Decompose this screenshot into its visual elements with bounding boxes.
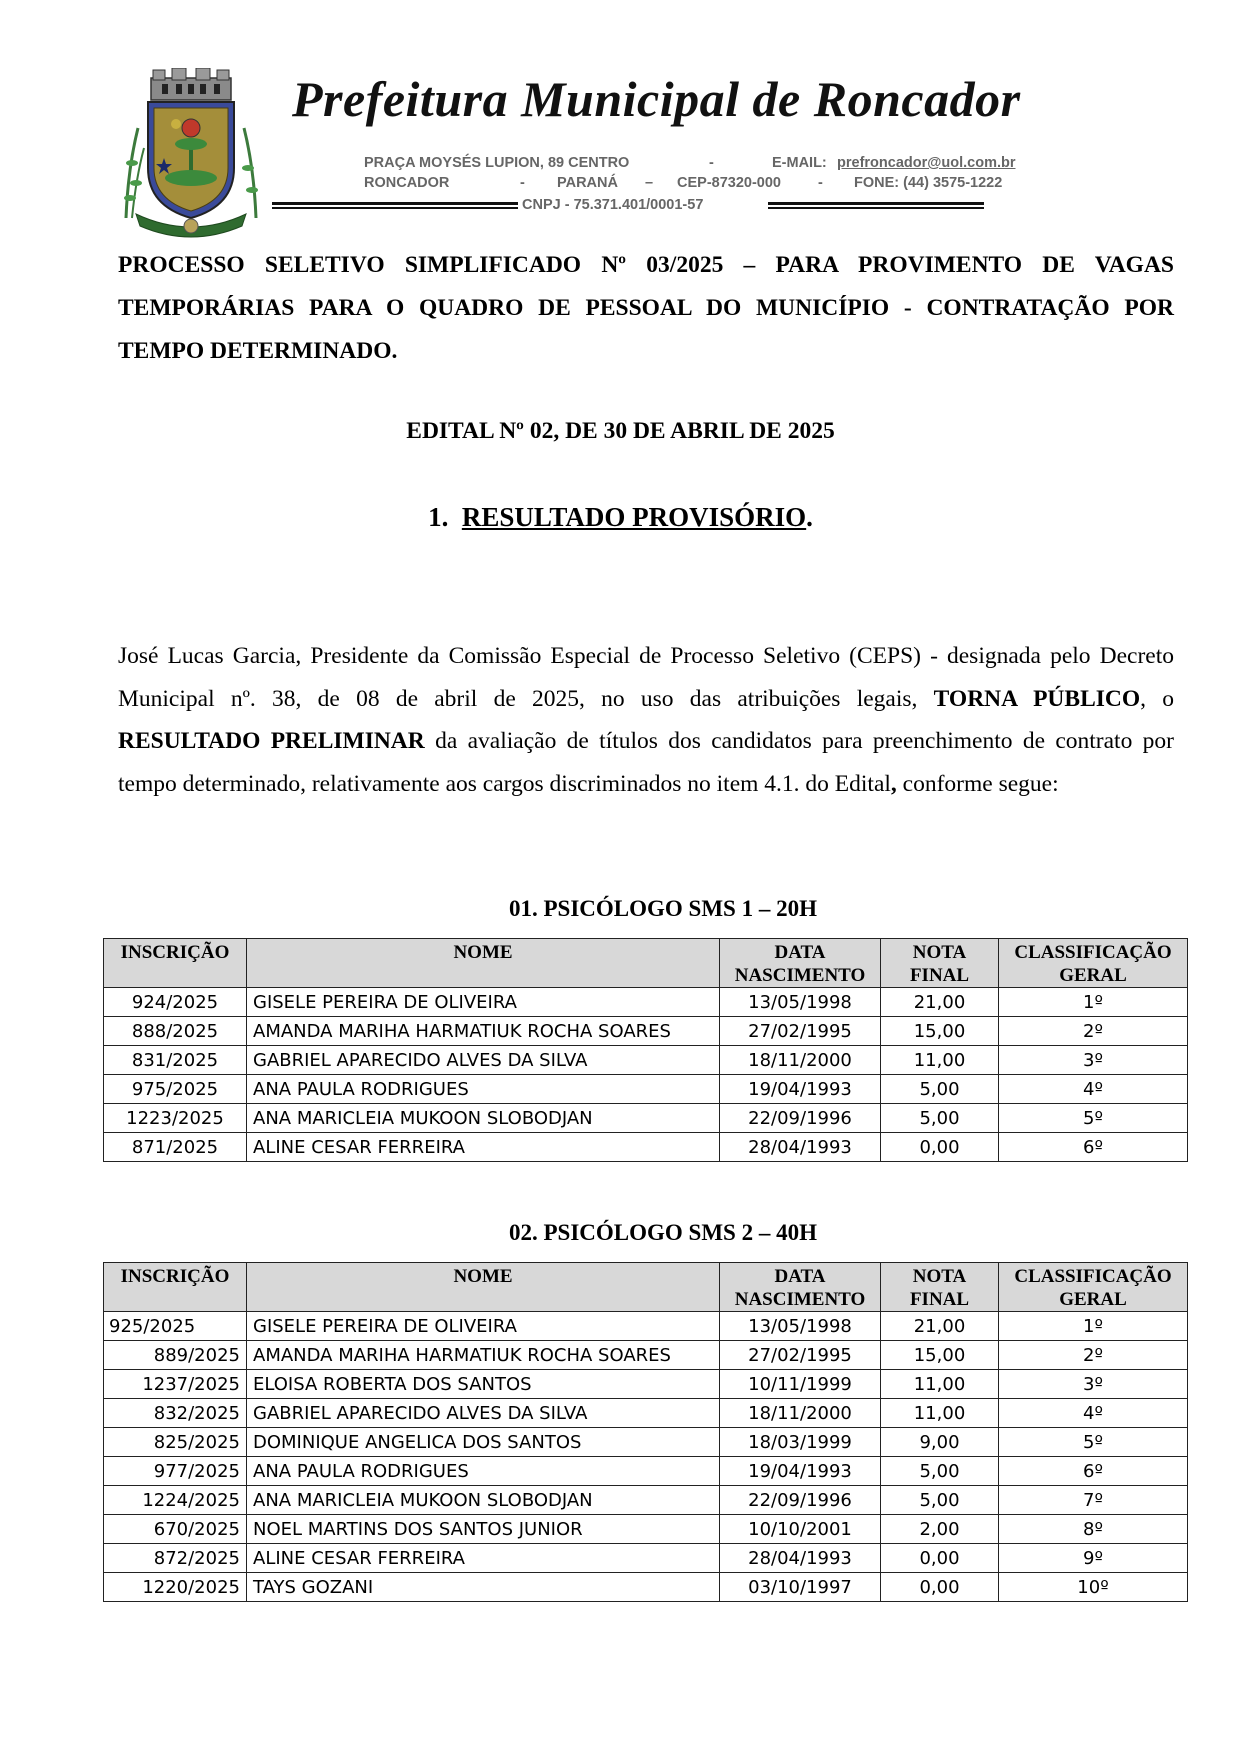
cell-nota: 0,00 [881,1544,999,1573]
header-address-line [0,155,1241,175]
table-row [104,1428,1188,1457]
header-rule-right [768,202,984,209]
table-header-row [104,1263,1188,1312]
cell-classificacao: 9º [999,1544,1188,1573]
cell-nome: ANA MARICLEIA MUKOON SLOBODJAN [247,1486,720,1515]
col-label: DATA [774,942,826,963]
cell-nome: GABRIEL APARECIDO ALVES DA SILVA [247,1046,720,1075]
cell-classificacao: 1º [999,988,1188,1017]
header-city: RONCADOR [364,175,450,191]
cell-nome: GISELE PEREIRA DE OLIVEIRA [247,1312,720,1341]
paragraph-text: da avaliação de títulos dos candidatos para preenchimento de contrato por [435,728,1174,754]
paragraph-text: tempo determinado, relativamente aos cargos discriminados no item 4.1. do Edital [118,770,891,797]
cell-nota: 11,00 [881,1046,999,1075]
cell-data: 18/03/1999 [720,1428,881,1457]
cell-inscricao: 1224/2025 [104,1486,247,1515]
col-classificacao [999,939,1188,988]
title-line: TEMPORÁRIAS PARA O QUADRO DE PESSOAL DO MUNICÍPIO - CONTRATAÇÃO POR [118,295,1174,321]
cell-classificacao: 4º [999,1075,1188,1104]
cell-nome: NOEL MARTINS DOS SANTOS JUNIOR [247,1515,720,1544]
col-label: NOME [453,1266,513,1287]
cell-nome: DOMINIQUE ANGELICA DOS SANTOS [247,1428,720,1457]
header-separator: – [645,175,654,191]
cell-inscricao: 832/2025 [104,1399,247,1428]
header-title: Prefeitura Municipal de Roncador [292,71,1021,127]
cell-data: 28/04/1993 [720,1133,881,1162]
header-email-link[interactable]: prefroncador@uol.com.br [837,155,1016,171]
table-title-psicologo-2: 02. PSICÓLOGO SMS 2 – 40H [509,1220,817,1245]
col-label: NOTA [912,1266,967,1287]
table-row [104,1312,1188,1341]
col-label: INSCRIÇÃO [120,1266,230,1287]
cell-data: 10/11/1999 [720,1370,881,1399]
header-separator: - [709,155,714,171]
cell-classificacao: 5º [999,1428,1188,1457]
cell-inscricao: 831/2025 [104,1046,247,1075]
table-row [104,1133,1188,1162]
section-title: RESULTADO PROVISÓRIO [461,502,807,532]
cell-data: 19/04/1993 [720,1075,881,1104]
cell-data: 27/02/1995 [720,1341,881,1370]
table-row [104,1486,1188,1515]
header-separator: - [818,175,823,191]
col-classificacao [999,1263,1188,1312]
cell-nome: ANA MARICLEIA MUKOON SLOBODJAN [247,1104,720,1133]
col-label: GERAL [1059,965,1127,986]
cell-data: 03/10/1997 [720,1573,881,1602]
header-cep: CEP-87320-000 [677,175,781,191]
cell-nota: 11,00 [881,1370,999,1399]
cell-inscricao: 670/2025 [104,1515,247,1544]
cell-nota: 0,00 [881,1133,999,1162]
header-address: PRAÇA MOYSÉS LUPION, 89 CENTRO [364,155,630,171]
table-row [104,1341,1188,1370]
col-nome [247,1263,720,1312]
edital-heading: EDITAL Nº 02, DE 30 DE ABRIL DE 2025 [406,418,835,444]
municipal-crest-logo [118,68,264,238]
cell-inscricao: 1223/2025 [104,1104,247,1133]
cell-nome: TAYS GOZANI [247,1573,720,1602]
cell-inscricao: 889/2025 [104,1341,247,1370]
col-label: NOME [453,942,513,963]
cell-inscricao: 924/2025 [104,988,247,1017]
cell-classificacao: 3º [999,1046,1188,1075]
header-phone: FONE: (44) 3575-1222 [854,175,1003,191]
col-nota-final [881,1263,999,1312]
cell-classificacao: 6º [999,1457,1188,1486]
paragraph-text: Municipal nº. 38, de 08 de abril de 2025, no uso das atribuições legais, [118,685,918,712]
paragraph-bold: RESULTADO PRELIMINAR [118,728,425,754]
col-data-nascimento [720,939,881,988]
table-row [104,1573,1188,1602]
section-heading [0,502,1241,533]
col-label: NASCIMENTO [734,965,866,986]
table-row [104,1544,1188,1573]
cell-nota: 11,00 [881,1399,999,1428]
section-suffix: . [806,502,813,532]
cell-nota: 5,00 [881,1075,999,1104]
cell-data: 18/11/2000 [720,1399,881,1428]
results-table-psicologo-2 [103,1262,1188,1602]
cell-classificacao: 1º [999,1312,1188,1341]
paragraph-line: José Lucas Garcia, Presidente da Comissão Especial de Processo Seletivo (CEPS) - designada pelo Decreto [118,643,1174,669]
table-row [104,1515,1188,1544]
cell-nota: 5,00 [881,1457,999,1486]
col-label: FINAL [909,965,970,986]
cell-classificacao: 10º [999,1573,1188,1602]
col-nota-final [881,939,999,988]
cell-nota: 21,00 [881,1312,999,1341]
cell-inscricao: 1220/2025 [104,1573,247,1602]
paragraph-bold: TORNA PÚBLICO [933,685,1141,712]
cell-data: 22/09/1996 [720,1104,881,1133]
table-row [104,1046,1188,1075]
cell-inscricao: 872/2025 [104,1544,247,1573]
col-label: FINAL [909,1289,970,1310]
table-title-psicologo-1: 01. PSICÓLOGO SMS 1 – 20H [509,896,817,921]
header-cnpj-row [272,197,984,217]
header-email-label: E-MAIL: [772,155,827,171]
cell-nota: 15,00 [881,1017,999,1046]
col-data-nascimento [720,1263,881,1312]
cell-data: 13/05/1998 [720,988,881,1017]
table-row [104,1075,1188,1104]
cell-nome: AMANDA MARIHA HARMATIUK ROCHA SOARES [247,1341,720,1370]
col-label: DATA [774,1266,826,1287]
table-row [104,1370,1188,1399]
cell-data: 10/10/2001 [720,1515,881,1544]
cell-nota: 5,00 [881,1486,999,1515]
cell-classificacao: 5º [999,1104,1188,1133]
cell-nome: AMANDA MARIHA HARMATIUK ROCHA SOARES [247,1017,720,1046]
cell-classificacao: 6º [999,1133,1188,1162]
cell-data: 18/11/2000 [720,1046,881,1075]
cell-classificacao: 4º [999,1399,1188,1428]
col-label: CLASSIFICAÇÃO [1014,1266,1172,1287]
table-row [104,1017,1188,1046]
cell-data: 22/09/1996 [720,1486,881,1515]
table-row [104,988,1188,1017]
header-separator: - [520,175,525,191]
header-state: PARANÁ [557,175,618,191]
col-inscricao [104,939,247,988]
table-row [104,1399,1188,1428]
paragraph-line [118,763,1174,806]
cell-nome: ANA PAULA RODRIGUES [247,1457,720,1486]
col-inscricao [104,1263,247,1312]
col-label: GERAL [1059,1289,1127,1310]
cell-nota: 9,00 [881,1428,999,1457]
paragraph-text: conforme segue: [902,770,1059,797]
cell-nota: 5,00 [881,1104,999,1133]
col-label: NOTA [912,942,967,963]
header-rule-left [272,202,518,209]
paragraph-line [118,720,1174,763]
col-label: CLASSIFICAÇÃO [1014,942,1172,963]
header-cnpj: CNPJ - 75.371.401/0001-57 [522,197,704,213]
cell-nome: ALINE CESAR FERREIRA [247,1544,720,1573]
cell-nota: 2,00 [881,1515,999,1544]
cell-classificacao: 2º [999,1017,1188,1046]
cell-data: 28/04/1993 [720,1544,881,1573]
cell-classificacao: 8º [999,1515,1188,1544]
col-nome [247,939,720,988]
cell-nota: 0,00 [881,1573,999,1602]
paragraph-text: , o [1140,685,1175,712]
paragraph-line [118,678,1174,721]
cell-inscricao: 975/2025 [104,1075,247,1104]
section-number: 1. [428,502,449,532]
cell-data: 13/05/1998 [720,1312,881,1341]
table-row [104,1457,1188,1486]
document-title [118,244,1174,373]
results-table-psicologo-1 [103,938,1188,1162]
cell-inscricao: 888/2025 [104,1017,247,1046]
cell-inscricao: 977/2025 [104,1457,247,1486]
cell-data: 27/02/1995 [720,1017,881,1046]
cell-classificacao: 2º [999,1341,1188,1370]
cell-inscricao: 825/2025 [104,1428,247,1457]
cell-nome: ELOISA ROBERTA DOS SANTOS [247,1370,720,1399]
header-city-line [0,175,1241,195]
title-line: PROCESSO SELETIVO SIMPLIFICADO Nº 03/2025 – PARA PROVIMENTO DE VAGAS [118,252,1174,278]
cell-nome: ALINE CESAR FERREIRA [247,1133,720,1162]
cell-nome: ANA PAULA RODRIGUES [247,1075,720,1104]
cell-nota: 21,00 [881,988,999,1017]
cell-data: 19/04/1993 [720,1457,881,1486]
cell-inscricao: 1237/2025 [104,1370,247,1399]
cell-classificacao: 3º [999,1370,1188,1399]
paragraph-bold: , [890,770,897,797]
cell-classificacao: 7º [999,1486,1188,1515]
cell-nome: GISELE PEREIRA DE OLIVEIRA [247,988,720,1017]
cell-inscricao: 871/2025 [104,1133,247,1162]
col-label: INSCRIÇÃO [120,942,230,963]
cell-nome: GABRIEL APARECIDO ALVES DA SILVA [247,1399,720,1428]
title-line: TEMPO DETERMINADO. [118,338,398,364]
col-label: NASCIMENTO [734,1289,866,1310]
announcement-paragraph [118,635,1174,805]
cell-inscricao: 925/2025 [104,1312,247,1341]
table-row [104,1104,1188,1133]
table-header-row [104,939,1188,988]
cell-nota: 15,00 [881,1341,999,1370]
